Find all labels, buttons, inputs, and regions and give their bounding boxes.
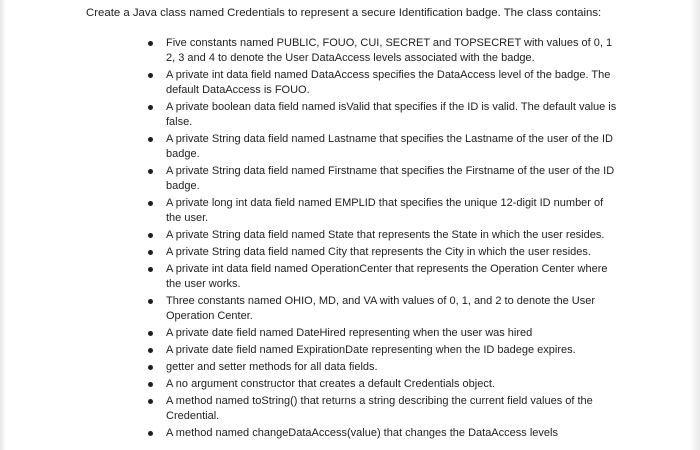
list-item-text: A private date field named ExpirationDate representing when the ID badege expires. xyxy=(166,344,576,356)
bullet-icon xyxy=(148,73,153,78)
list-item xyxy=(148,100,618,130)
list-item-text: A private boolean data field named isValid that specifies if the ID is valid. The default value is false. xyxy=(166,101,617,128)
list-item-text: A private String data field named Firstname that specifies the Firstname of the user of the ID badge. xyxy=(166,165,615,192)
list-item xyxy=(148,228,618,243)
list-item xyxy=(148,262,618,292)
bullet-icon xyxy=(148,105,153,110)
bullet-icon xyxy=(148,137,153,142)
list-item xyxy=(148,196,618,226)
list-item-text: A private String data field named State that represents the State in which the user resides. xyxy=(166,229,605,241)
bullet-icon xyxy=(148,431,153,436)
list-item-text: A no argument constructor that creates a default Credentials object. xyxy=(166,378,495,390)
page-edge-shadow-right xyxy=(690,0,700,450)
list-item xyxy=(148,343,618,358)
list-item-text: getter and setter methods for all data fields. xyxy=(166,361,378,373)
list-item xyxy=(148,68,618,98)
bullet-icon xyxy=(148,41,153,46)
list-item xyxy=(148,360,618,375)
bullet-icon xyxy=(148,399,153,404)
bullet-icon xyxy=(148,365,153,370)
list-item xyxy=(148,394,618,424)
list-item-text: A private long int data field named EMPLID that specifies the unique 12-digit ID number of the user. xyxy=(166,197,604,224)
list-item xyxy=(148,426,618,441)
page-edge-shadow-left xyxy=(0,0,6,450)
list-item-text: A private String data field named Lastname that specifies the Lastname of the user of the ID badge. xyxy=(166,133,613,160)
list-item-text: A private int data field named OperationCenter that represents the Operation Center where the user works. xyxy=(166,263,608,290)
list-item-text: A private String data field named City that represents the City in which the user resides. xyxy=(166,246,591,258)
intro-paragraph: Create a Java class named Credentials to represent a secure Identification badge. The class contains: xyxy=(86,7,602,19)
bullet-icon xyxy=(148,299,153,304)
bullet-icon xyxy=(148,382,153,387)
bullet-icon xyxy=(148,331,153,336)
list-item xyxy=(148,294,618,324)
list-item-text: A private int data field named DataAccess specifies the DataAccess level of the badge. The default DataAccess is FOUO. xyxy=(166,69,611,96)
list-item xyxy=(148,36,618,66)
bullet-icon xyxy=(148,267,153,272)
list-item-text: A private date field named DateHired representing when the user was hired xyxy=(166,327,533,339)
list-item xyxy=(148,326,618,341)
list-item-text: Three constants named OHIO, MD, and VA with values of 0, 1, and 2 to denote the User Operation Center. xyxy=(166,295,596,322)
list-item-text: A method named changeDataAccess(value) that changes the DataAccess levels xyxy=(166,427,558,439)
list-item-text: Five constants named PUBLIC, FOUO, CUI, SECRET and TOPSECRET with values of 0, 1 2, 3 and 4 to denote the User DataAccess levels associated with the badge. xyxy=(166,37,613,64)
bullet-icon xyxy=(148,348,153,353)
list-item-text: A method named toString() that returns a string describing the current field values of the Credential. xyxy=(166,395,593,422)
bullet-icon xyxy=(148,201,153,206)
bullet-icon xyxy=(148,233,153,238)
requirements-list xyxy=(148,36,618,443)
bullet-icon xyxy=(148,250,153,255)
list-item xyxy=(148,245,618,260)
list-item xyxy=(148,164,618,194)
list-item xyxy=(148,377,618,392)
list-item xyxy=(148,132,618,162)
bullet-icon xyxy=(148,169,153,174)
